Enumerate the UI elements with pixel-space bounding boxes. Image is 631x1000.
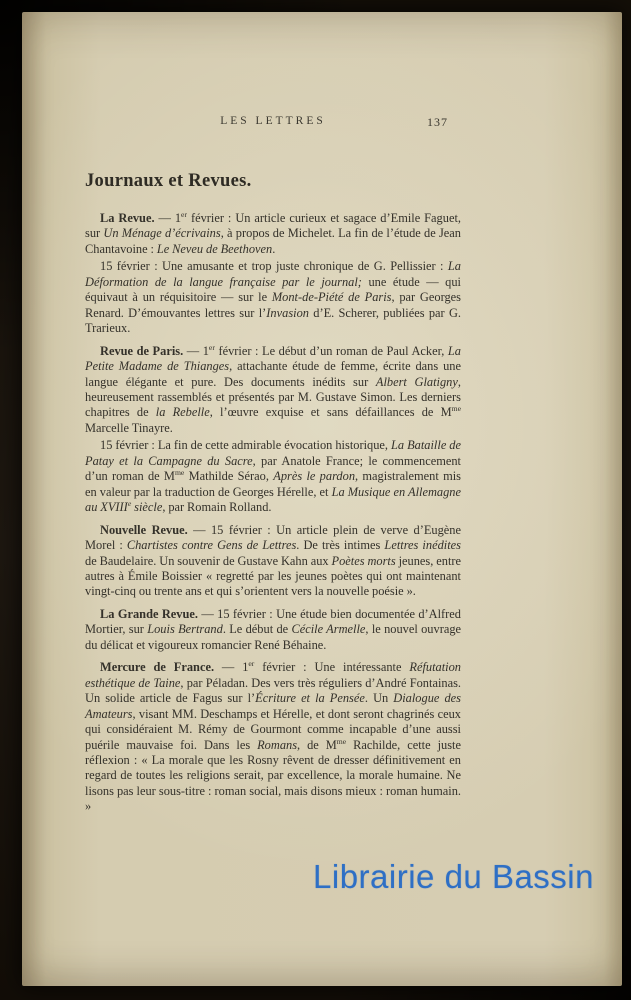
paragraph-revue-de-paris-1: Revue de Paris. — 1er février : Le début d’un roman de Paul Acker, La Petite Madame de Thianges, attachante étude de femme, écrite dans une langue élégante et pure. Des documents inédits sur Albert Glatigny, heureusement rassemblés et présentés par M. Gustave Simon. Les derniers chapitres de la Rebelle, l’œuvre exquise et sans défaillances de $M^{me}$ Marcelle Tinayre. [85, 342, 462, 435]
paragraph-la-grande-revue: La Grande Revue. — 15 février : Une étude bien documentée d’Alfred Mortier, sur Louis Bertrand. Le début de Cécile Armelle, le nouvel ouvrage du délicat et vigoureux romancier René Béhaine. [85, 606, 462, 652]
watermark: Librairie du Bassin [313, 858, 594, 895]
paragraph-la-revue-1: La Revue. — 1er février : Un article curieux et sagace d’Emile Faguet, sur Un Ménage d’écrivains, à propos de Michelet. La fin de l’étude de Jean Chantavoine : Le Neveu de Beethoven. [85, 209, 461, 256]
running-header-title: LES LETTRES [220, 115, 326, 127]
paragraph-la-revue-2: 15 février : Une amusante et trop juste chronique de G. Pellissier : La Déformation de la langue française par le journal; une étude — qui équivaut à un réquisitoire — sur le Mont-de-Piété de Paris, par Georges Renard. D’émouvantes lettres sur l’Invasion d’E. Scherer, publiées par G. Trarieux. [85, 259, 462, 336]
book-page [22, 12, 622, 986]
page-content [85, 12, 461, 815]
section-title: Journaux et Revues. [85, 171, 252, 191]
page-number: 137 [427, 115, 448, 129]
paragraph-nouvelle-revue: Nouvelle Revue. — 15 février : Un article plein de verve d’Eugène Morel : Chartistes contre Gens de Lettres. De très intimes Lettres inédites de Baudelaire. Un souvenir de Gustave Kahn aux Poètes morts jeunes, entre autres à Émile Boissier « regretté par les jeunes poètes qui ont maintenant vingt-cinq ou trente ans et qui s’orientent vers la nouvelle poésie ». [85, 522, 462, 599]
running-header [85, 115, 461, 130]
article-text [85, 211, 461, 815]
paragraph-revue-de-paris-2: 15 février : La fin de cette admirable évocation historique, La Bataille de Patay et la Campagne du Sacre, par Anatole France; le commencement d’un roman de $M^{me}$ Mathilde Sérao, Après le pardon, magistralement mis en valeur par la traduction de Georges Hérelle, et La Musique en Allemagne au XVIIIe siècle, par Romain Rolland. [85, 438, 462, 515]
paragraph-mercure-de-france: Mercure de France. — 1er février : Une intéressante Réfutation esthétique de Taine, par Péladan. Des vers très réguliers d’André Fontainas. Un solide article de Fagus sur l’Écriture et la Pensée. Un Dialogue des Amateurs, visant MM. Deschamps et Hérelle, et dont seront chagrinés ceux qui considéraient M. Rémy de Gourmont comme incapable d’une aussi puérile mauvaise foi. Dans les Romans, de $M^{me}$ Rachilde, cette juste réflexion : « La morale que les Rosny rêvent de dresser définitivement en regard de toutes les religions serait, par excellence, la morale humaine. Ne lisons pas leur sous-titre : roman social, mais disons mieux : roman humain. » [85, 659, 461, 814]
